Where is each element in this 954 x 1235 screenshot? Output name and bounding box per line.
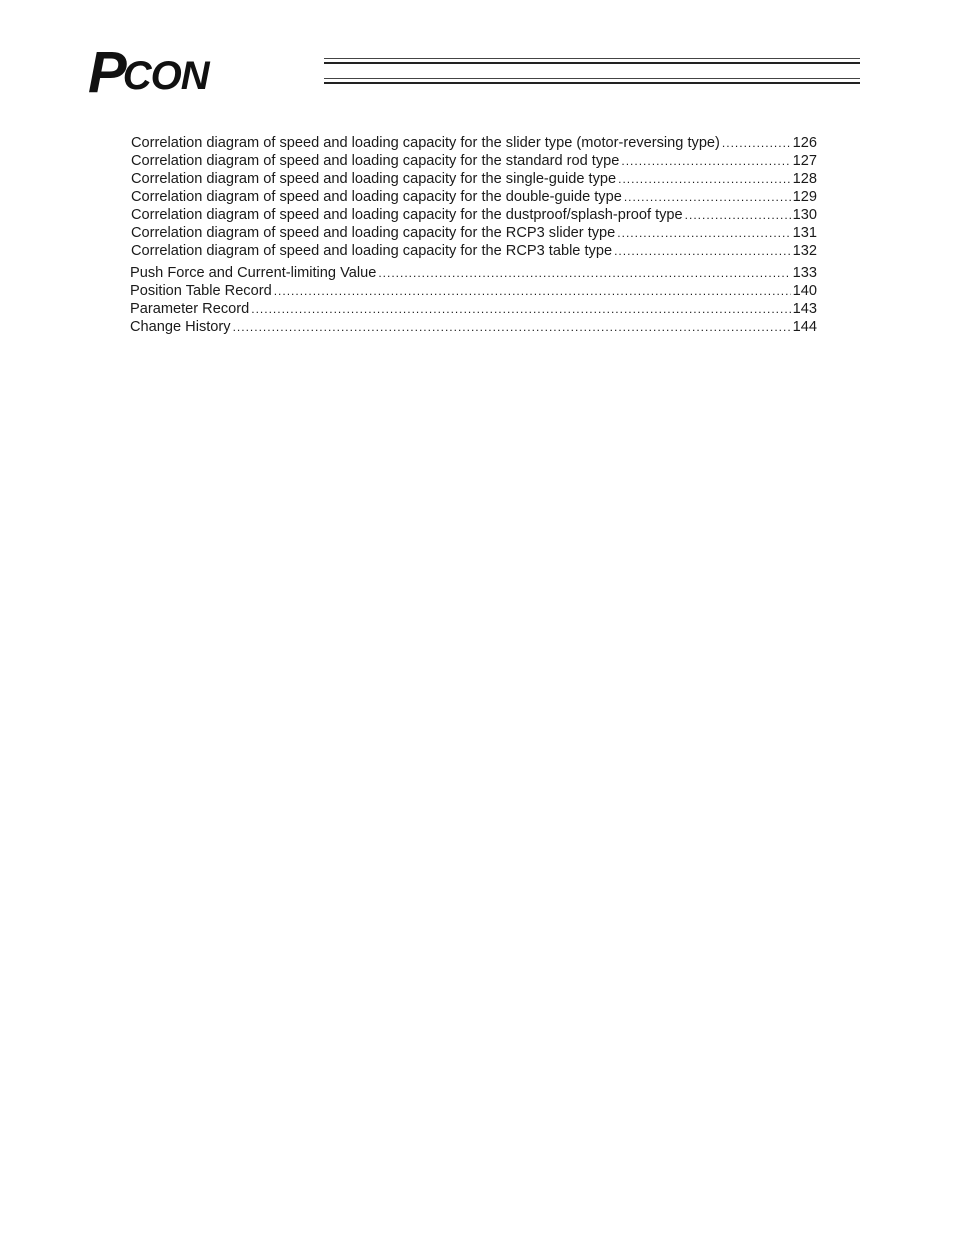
toc-leader-dots bbox=[624, 188, 791, 206]
toc-entry[interactable] bbox=[130, 264, 817, 282]
toc-main-entries bbox=[130, 264, 817, 336]
toc-entry-page: 140 bbox=[792, 283, 817, 299]
toc-entry-title: Parameter Record bbox=[130, 301, 250, 317]
toc-entry[interactable] bbox=[130, 242, 817, 260]
toc-leader-dots bbox=[621, 152, 790, 170]
toc-leader-dots bbox=[722, 134, 791, 152]
toc-entry[interactable] bbox=[130, 206, 817, 224]
toc-leader-dots bbox=[233, 318, 791, 336]
logo-letter-p: P bbox=[88, 40, 125, 105]
toc-entry-page: 129 bbox=[792, 189, 817, 205]
toc-entry-page: 127 bbox=[792, 153, 817, 169]
toc-entry[interactable] bbox=[130, 282, 817, 300]
toc-entry-title: Correlation diagram of speed and loading capacity for the double-guide type bbox=[131, 189, 622, 205]
toc-entry[interactable] bbox=[130, 224, 817, 242]
toc-entry-page: 132 bbox=[792, 243, 817, 259]
toc-entry[interactable] bbox=[130, 188, 817, 206]
toc-leader-dots bbox=[378, 264, 790, 282]
toc-leader-dots bbox=[251, 300, 790, 318]
toc-entry-title: Correlation diagram of speed and loading capacity for the RCP3 slider type bbox=[131, 225, 616, 241]
toc-leader-dots bbox=[614, 242, 791, 260]
logo-letters-con: CON bbox=[122, 54, 209, 98]
toc-entry-page: 131 bbox=[792, 225, 817, 241]
toc-entry-title: Correlation diagram of speed and loading capacity for the standard rod type bbox=[131, 153, 620, 169]
toc-entry-title: Correlation diagram of speed and loading capacity for the RCP3 table type bbox=[131, 243, 613, 259]
toc-entry-title: Correlation diagram of speed and loading capacity for the slider type (motor-reversing type) bbox=[131, 135, 720, 151]
toc-leader-dots bbox=[618, 170, 791, 188]
toc-entry-title: Correlation diagram of speed and loading capacity for the dustproof/splash-proof type bbox=[131, 207, 683, 223]
toc-entry[interactable] bbox=[130, 134, 817, 152]
toc-entry-page: 130 bbox=[792, 207, 817, 223]
toc-entry-page: 133 bbox=[792, 265, 817, 281]
header-rule-lines bbox=[324, 58, 860, 87]
page-header bbox=[88, 40, 860, 105]
toc-leader-dots bbox=[617, 224, 790, 242]
toc-entry-page: 128 bbox=[792, 171, 817, 187]
toc-entry-page: 143 bbox=[792, 301, 817, 317]
toc-entry-title: Position Table Record bbox=[130, 283, 272, 299]
toc-entry[interactable] bbox=[130, 318, 817, 336]
toc-entry-page: 126 bbox=[792, 135, 817, 151]
toc-entry-title: Push Force and Current-limiting Value bbox=[130, 265, 377, 281]
toc-entry-title: Change History bbox=[130, 319, 231, 335]
toc-entry[interactable] bbox=[130, 170, 817, 188]
toc-entry[interactable] bbox=[130, 152, 817, 170]
toc-leader-dots bbox=[274, 282, 791, 300]
toc-entry-page: 144 bbox=[792, 319, 817, 335]
toc-leader-dots bbox=[685, 206, 791, 224]
toc-entry[interactable] bbox=[130, 300, 817, 318]
toc-sub-entries bbox=[130, 134, 817, 260]
table-of-contents bbox=[130, 134, 817, 336]
pcon-logo bbox=[88, 40, 209, 105]
toc-entry-title: Correlation diagram of speed and loading capacity for the single-guide type bbox=[131, 171, 617, 187]
